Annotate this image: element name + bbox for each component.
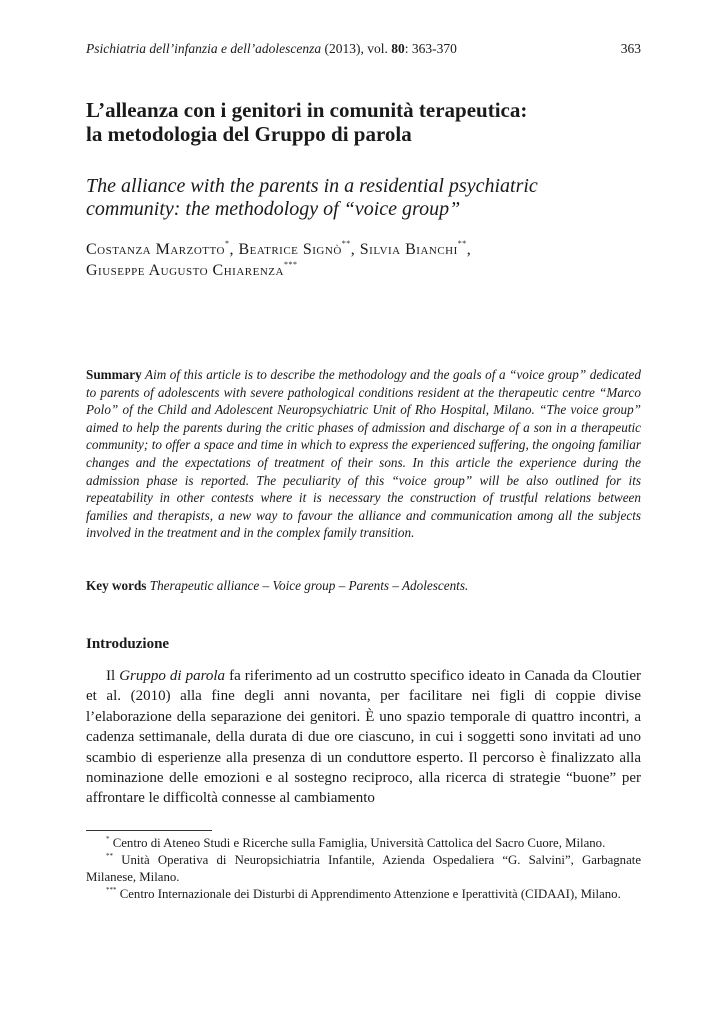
author-separator: , — [229, 241, 239, 258]
page-number: 363 — [620, 41, 641, 56]
author-list — [86, 239, 641, 281]
keywords-text: Therapeutic alliance – Voice group – Parents – Adolescents. — [146, 578, 469, 593]
introduction-paragraph — [86, 666, 641, 809]
intro-text-rest: fa riferimento ad un costrutto specifico ideato in Canada da Cloutier et al. (2010) alla fine degli anni novanta, per facilitare nei figli di coppie divise l’elaborazione della separazione dei genitori. È uno spazio temporale di quattro incontri, a cadenza settimanale, della durata di due ore ciascuno, in cui i soggetti sono invitati ad uno scambio di esperienze alla presenza di un conduttore esperto. Il percorso è finalizzato alla nominazione delle emozioni e al sostegno reciproco, alla ricerca di strategie “buone” per affrontare le difficoltà connesse al cambiamento — [86, 668, 641, 807]
footnote — [86, 886, 641, 903]
footnote-mark: *** — [106, 886, 117, 894]
footnote-mark: ** — [106, 852, 113, 860]
title-english-line-1: The alliance with the parents in a residential psychiatric — [86, 175, 538, 197]
title-english-line-2: community: the methodology of “voice group” — [86, 198, 461, 220]
author-separator: , — [350, 241, 360, 258]
author-affiliation-mark: ** — [341, 239, 351, 248]
author — [86, 262, 297, 279]
footnote-text: Centro Internazionale dei Disturbi di Apprendimento Attenzione e Iperattività (CIDAAI), Milano. — [116, 887, 621, 901]
author — [86, 241, 238, 258]
journal-citation — [86, 41, 457, 56]
footnote-divider — [86, 830, 212, 831]
keywords — [86, 577, 641, 595]
title-italian-line-1: L’alleanza con i genitori in comunità terapeutica: — [86, 98, 528, 122]
journal-pages: : 363-370 — [404, 41, 457, 56]
author-affiliation-mark: *** — [283, 260, 298, 269]
running-head — [86, 40, 641, 58]
title-english — [86, 175, 641, 221]
author-affiliation-mark: ** — [457, 239, 467, 248]
author-name: Costanza Marzotto — [86, 241, 225, 258]
footnote — [86, 852, 641, 886]
footnote-text: Unità Operativa di Neuropsichiatria Infantile, Azienda Ospedaliera “G. Salvini”, Garbagnate Milanese, Milano. — [86, 853, 641, 884]
author — [238, 241, 359, 258]
author-name: Beatrice Signò — [238, 241, 342, 258]
author-affiliation-mark: * — [224, 239, 230, 248]
summary-label: Summary — [86, 367, 142, 382]
title-italian — [86, 98, 641, 146]
journal-volume: 80 — [391, 41, 405, 56]
footnotes — [86, 835, 641, 903]
footnote-mark: * — [106, 835, 110, 843]
intro-text-start: Il — [106, 668, 120, 684]
journal-name: Psichiatria dell’infanzia e dell’adolescenza — [86, 41, 322, 56]
title-italian-line-2: la metodologia del Gruppo di parola — [86, 122, 412, 146]
journal-year-volume: (2013), vol. — [321, 41, 392, 56]
author-name: Silvia Bianchi — [359, 241, 458, 258]
author-name: Giuseppe Augusto Chiarenza — [86, 262, 284, 279]
footnote — [86, 835, 641, 852]
footnote-text: Centro di Ateneo Studi e Ricerche sulla Famiglia, Università Cattolica del Sacro Cuore, Milano. — [109, 836, 606, 850]
keywords-label: Key words — [86, 578, 147, 593]
summary — [86, 366, 641, 542]
author — [360, 241, 472, 258]
intro-emphasis: Gruppo di parola — [119, 668, 226, 684]
section-heading: Introduzione — [86, 636, 170, 652]
author-separator: , — [466, 241, 472, 258]
summary-text: Aim of this article is to describe the methodology and the goals of a “voice group” dedicated to parents of adolescents with severe pathological conditions resident at the therapeutic centre “Marco Polo” of the Child and Adolescent Neuropsychiatric Unit of Rho Hospital, Milano. “The voice group” aimed to help the parents during the critic phases of admission and discharge of a son in a therapeutic community; to offer a space and time in which to express the experienced suffering, the ongoing familiar changes and the expectations of treatment of their sons. In this article the experience during the admission phase is reported. The peculiarity of this “voice group” will be also outlined for its repeatability in other contests where it is necessary the construction of trustful relations between families and therapists, a new way to favour the alliance and communication among all the subjects involved in the treatment and in the complex family transition. — [86, 367, 641, 541]
